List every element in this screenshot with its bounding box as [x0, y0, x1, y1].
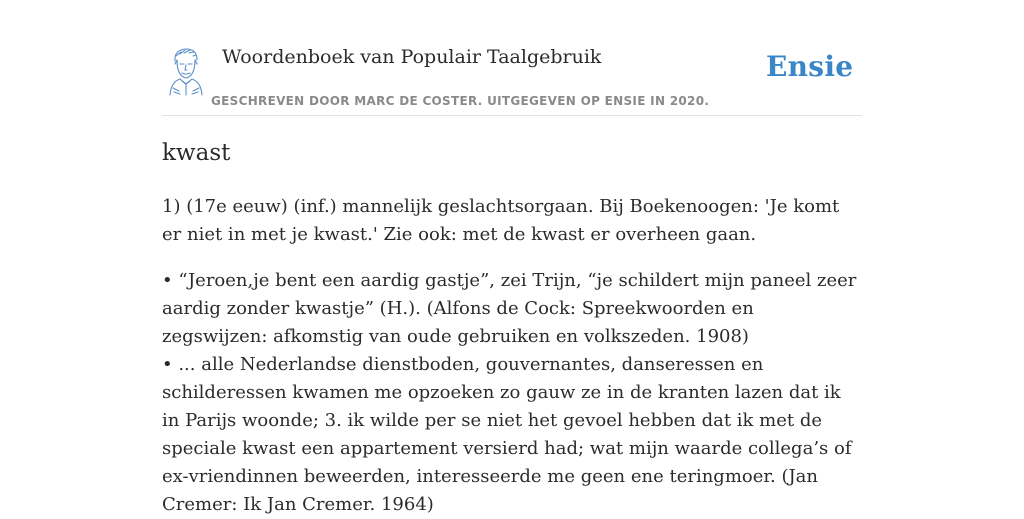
header-divider: [162, 115, 862, 116]
example-quote: • ... alle Nederlandse dienstboden, gouvernantes, danseressen en schilderessen kwamen me opzoeken zo gauw ze in de kranten lazen dat ik in Parijs woonde; 3. ik wilde per se niet het gevoel hebben dat ik met de speciale kwast een appartement versierd had; wat mijn waarde collega’s of ex-vriendinnen beweerden, interesseerde me geen ene teringmoer. (Jan Cremer: Ik Jan Cremer. 1964): [162, 354, 852, 515]
author-byline: GESCHREVEN DOOR MARC DE COSTER. UITGEGEVEN OP ENSIE IN 2020.: [211, 94, 710, 108]
ensie-logo-link[interactable]: Ensie: [766, 50, 854, 83]
entry-term: kwast: [162, 140, 231, 166]
author-avatar: [162, 44, 210, 96]
author-portrait-icon: [162, 44, 210, 96]
example-quote: • “Jeroen,je bent een aardig gastje”, zei Trijn, “je schildert mijn paneel zeer aardig zonder kwastje” (H.). (Alfons de Cock: Spreekwoorden en zegswijzen: afkomstig van oude gebruiken en volkszeden. 1908): [162, 270, 857, 347]
entry-body: [162, 193, 862, 519]
dictionary-title: Woordenboek van Populair Taalgebruik: [222, 46, 602, 68]
definition-text: 1) (17e eeuw) (inf.) mannelijk geslachtsorgaan. Bij Boekenoogen: 'Je komt er niet in met je kwast.' Zie ook: met de kwast er overheen gaan.: [162, 196, 840, 245]
